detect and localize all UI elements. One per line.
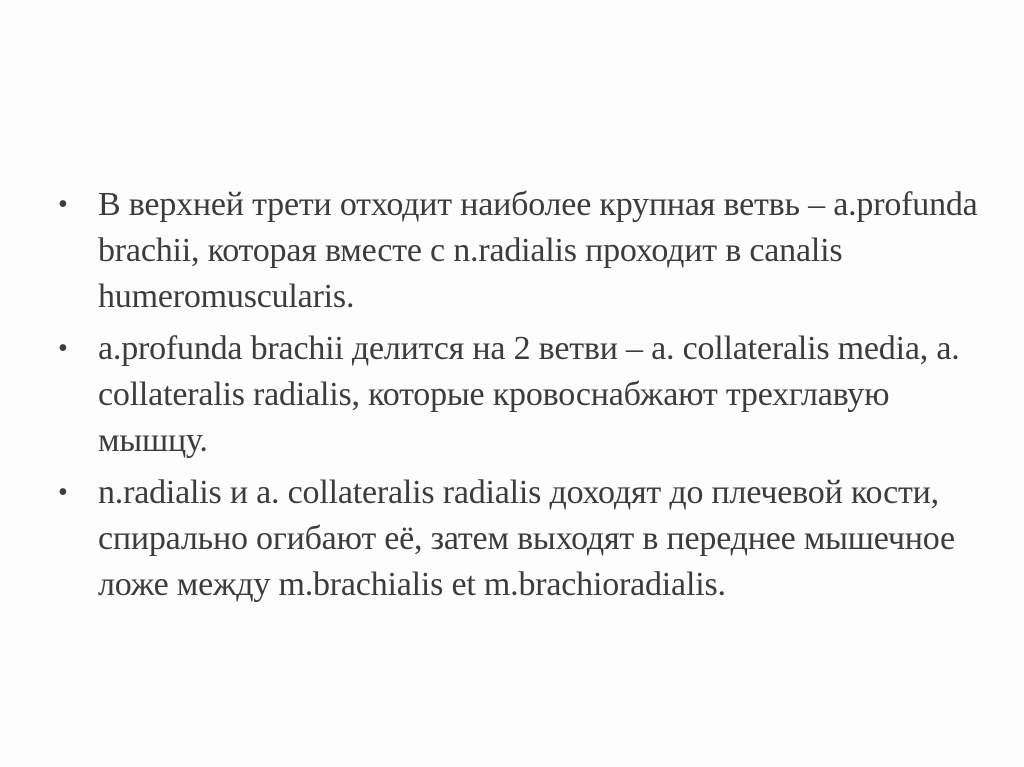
bullet-text: n.radialis и a. collateralis radialis доходят до плечевой кости, спирально огибают её, затем выходят в переднее мышечное ложе между m.brachialis et m.brachioradialis. xyxy=(98,474,955,603)
bullet-marker-icon: • xyxy=(58,477,68,508)
bullet-marker-icon: • xyxy=(58,189,68,220)
bullet-text: В верхней трети отходит наиболее крупная ветвь – a.profunda brachii, которая вместе с n.radialis проходит в canalis humeromuscularis. xyxy=(98,186,978,315)
bullet-marker-icon: • xyxy=(58,333,68,364)
bullet-item xyxy=(58,182,978,320)
bullet-item xyxy=(58,470,978,608)
bullet-item xyxy=(58,326,978,464)
bullet-list xyxy=(58,182,978,614)
bullet-text: a.profunda brachii делится на 2 ветви – a. collateralis media, a. collateralis radialis, которые кровоснабжают трехглавую мышцу. xyxy=(98,330,960,459)
